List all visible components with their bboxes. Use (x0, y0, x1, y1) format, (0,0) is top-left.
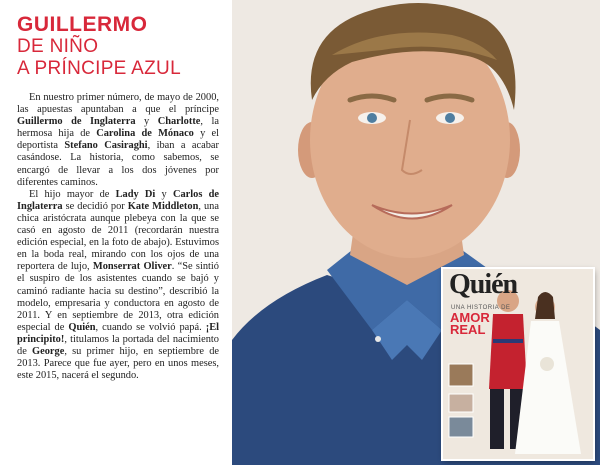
bold-name: Monserrat Oliver (92, 261, 172, 273)
bold-name: Kate Middleton (127, 200, 199, 212)
bold-name: Charlotte (157, 116, 201, 128)
text-run: El hijo mayor de (29, 188, 116, 200)
text-run: , la hermosa hija de (17, 116, 219, 140)
bold-name: Quién (68, 321, 96, 333)
bold-name: George (32, 345, 65, 357)
headline-line-3: A PRÍNCIPE AZUL (17, 58, 181, 79)
text-run: , iban a acabar casándose. La historia, como sabemos, se encargó de llevar a los dos jóvenes por diferentes caminos. (17, 140, 219, 188)
headline-line-2: DE NIÑO (17, 36, 99, 57)
bold-name: Carolina de Mónaco (96, 128, 194, 140)
text-run: se decidió por (62, 200, 128, 212)
cover-logo: Quién (449, 269, 518, 300)
article-column (17, 14, 219, 382)
bold-name: ¡El principito! (17, 321, 220, 345)
bold-name: Lady Di (115, 188, 156, 200)
article-body (17, 92, 219, 382)
text-run: y el deportista (17, 128, 220, 152)
text-run: , una chica aristócrata aunque plebeya con la que se casó en agosto de 2011 (recordarán nuestra edición especial, en la foto de abajo). Estuvimos en la boda real, mirando con los ojos de una reportera de lujo, (17, 200, 219, 273)
bold-name: Stefano Casiraghi (64, 140, 148, 152)
text-run: y (155, 188, 173, 200)
article-paragraph (17, 189, 219, 383)
cover-subtitle-real: REAL (450, 322, 486, 337)
cover-subtitle-small: UNA HISTORIA DE (451, 305, 511, 311)
headline-name: GUILLERMO (17, 13, 148, 36)
magazine-cover-inset (443, 269, 593, 459)
cover-subtitle-amor: AMOR (450, 310, 490, 325)
bold-name: Guillermo de Inglaterra (17, 116, 136, 128)
text-run: y (135, 116, 158, 128)
text-run: , cuando se volvió papá. (95, 321, 206, 333)
text-run: En nuestro primer número, de mayo de 2000, las apuestas apuntaban a que el príncipe (17, 92, 219, 116)
text-run: , su primer hijo, en septiembre de 2013. Parece que fue ayer, pero en unos meses, este 2015, nacerá el segundo. (17, 345, 219, 382)
text-run: , titulamos la portada del nacimiento de (17, 333, 219, 357)
text-run: . “Se sintió el suspiro de los asistentes cuando se bajó y caminó radiante hacia su destino”, describió la modelo, empresaria y conductora en agosto de 2011. Y en septiembre de 2013, otra edición especial de (17, 261, 220, 333)
article-paragraph (17, 92, 219, 189)
cover-subtitle-big (450, 312, 490, 336)
bold-name: Carlos de Inglaterra (17, 188, 219, 212)
